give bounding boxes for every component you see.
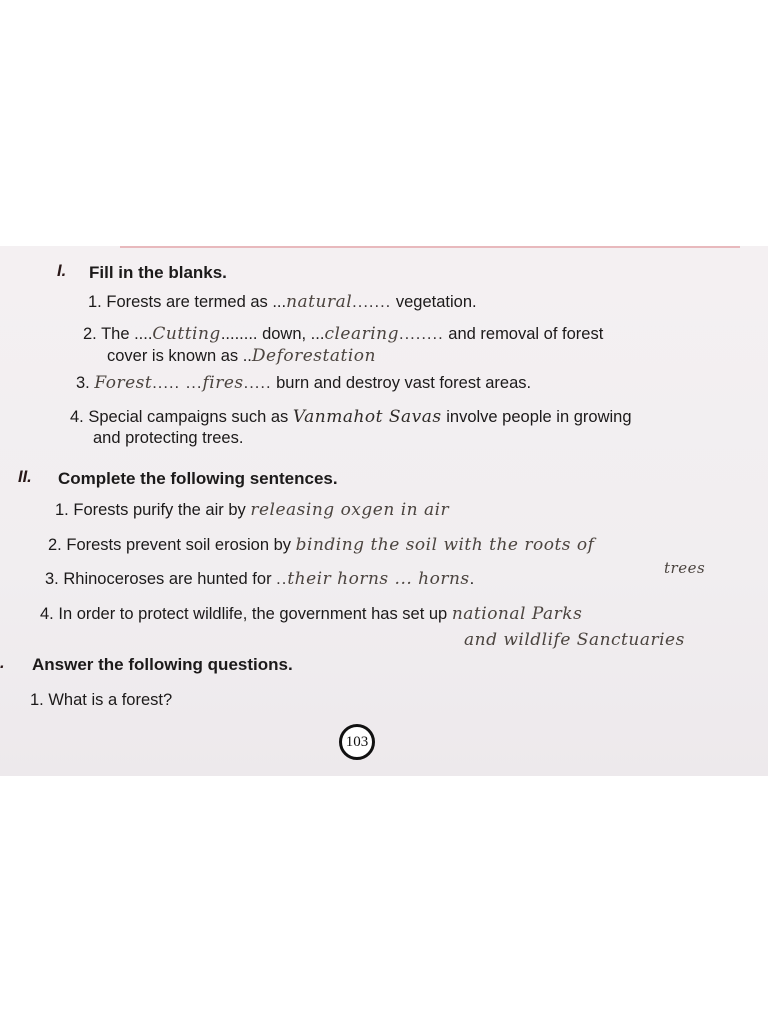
dots: .. <box>276 570 288 588</box>
q-text: What is a forest? <box>48 691 173 709</box>
q-text-end: burn and destroy vast forest areas. <box>276 374 532 392</box>
q-text: In order to protect wildlife, the government has set up <box>58 605 448 623</box>
complete-q1 <box>55 500 449 520</box>
handwritten-answer: national Parks <box>451 604 583 624</box>
q-text: Forests purify the air by <box>73 501 246 519</box>
q-text: Forests prevent soil erosion by <box>66 536 292 554</box>
blank-q2 <box>83 324 603 344</box>
q-number: 2. <box>48 536 62 554</box>
section-2-heading: Complete the following sentences. <box>58 469 338 488</box>
handwritten-answer: Deforestation <box>251 346 376 366</box>
dots: ..... ... <box>152 374 203 392</box>
q-text: Rhinoceroses are hunted for <box>63 570 272 588</box>
q-text: cover is known as .. <box>107 347 252 365</box>
q-number: 4. <box>40 605 54 623</box>
handwritten-answer: fires <box>202 373 244 393</box>
handwritten-answer: Vanmahot Savas <box>292 407 442 427</box>
blank-q1 <box>88 292 477 312</box>
dots: ..... <box>243 374 272 392</box>
q-text: The .... <box>101 325 153 343</box>
blank-q3 <box>76 373 531 393</box>
dots: ........ <box>399 325 444 343</box>
blank-q2-line2 <box>107 346 376 366</box>
q-number: 2. <box>83 325 97 343</box>
q-text-end: involve people in growing <box>446 408 632 426</box>
section-3-numeral: . <box>0 654 5 672</box>
handwritten-answer: Forest <box>94 373 153 393</box>
q-text: Forests are termed as ... <box>106 293 287 311</box>
q-number: 1. <box>55 501 69 519</box>
complete-q2 <box>48 535 594 555</box>
handwritten-answer-continued: trees <box>664 559 706 577</box>
handwritten-answer: their horns ... horns <box>287 569 470 589</box>
complete-q4 <box>40 604 582 624</box>
q-text: Special campaigns such as <box>88 408 289 426</box>
section-3-heading: Answer the following questions. <box>32 655 293 674</box>
page-number: 103 <box>339 724 375 760</box>
handwritten-answer: binding the soil with the roots of <box>295 535 595 555</box>
q-number: 1. <box>88 293 102 311</box>
section-2-numeral: II. <box>18 468 32 486</box>
blank-q4-line2: and protecting trees. <box>93 429 244 447</box>
complete-q3 <box>45 569 474 589</box>
blank-q4 <box>70 407 632 427</box>
q-number: 3. <box>45 570 59 588</box>
handwritten-answer: Cutting <box>152 324 221 344</box>
dots: ....... <box>352 293 392 311</box>
handwritten-answer: natural <box>286 292 353 312</box>
handwritten-answer: clearing <box>324 324 399 344</box>
page-top-border <box>120 246 740 248</box>
q-text-end: and removal of forest <box>448 325 604 343</box>
q-text-mid: ........ down, ... <box>220 325 325 343</box>
q-number: 3. <box>76 374 90 392</box>
q-text-end: . <box>469 570 475 588</box>
section-1-numeral: I. <box>57 262 67 280</box>
q-number: 4. <box>70 408 84 426</box>
handwritten-answer-continued: and wildlife Sanctuaries <box>464 630 685 650</box>
q-number: 1. <box>30 691 44 709</box>
handwritten-answer: releasing oxgen in air <box>250 500 450 520</box>
answer-q1 <box>30 690 172 710</box>
section-1-heading: Fill in the blanks. <box>89 263 227 282</box>
q-text-end: vegetation. <box>395 293 477 311</box>
